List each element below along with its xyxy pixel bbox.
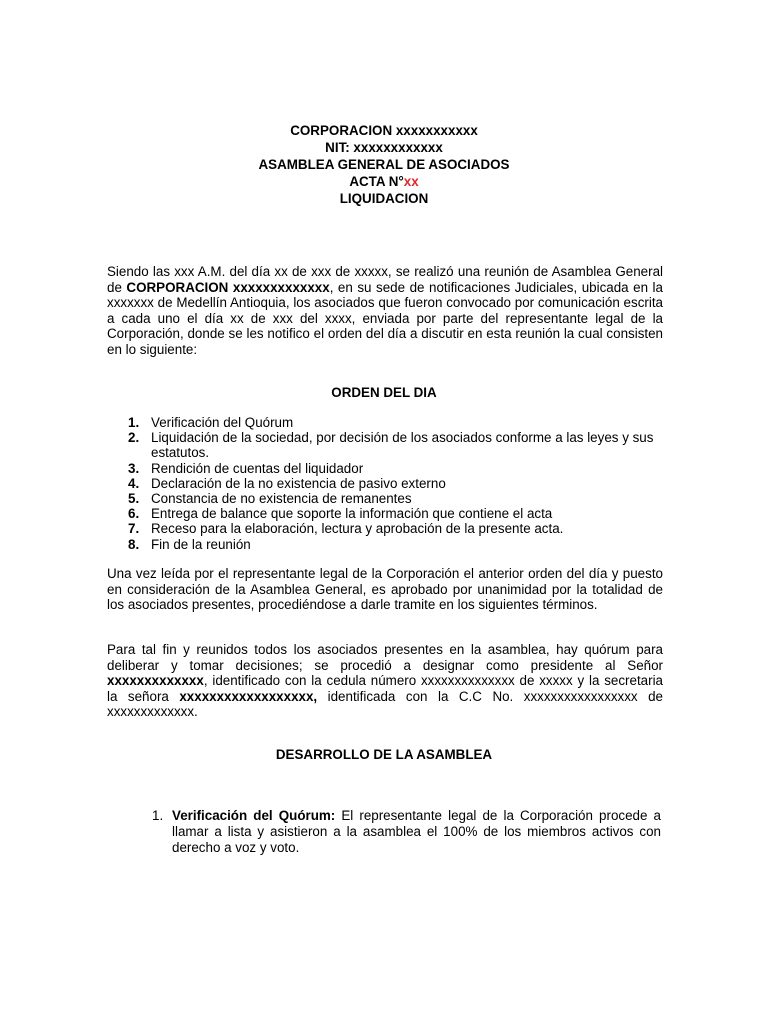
list-item-number: 1. — [128, 415, 140, 430]
list-item-text: Verificación del Quórum — [151, 415, 294, 430]
list-item-number: 4. — [128, 475, 140, 491]
assembly-title: ASAMBLEA GENERAL DE ASOCIADOS — [258, 157, 510, 172]
nit-line: NIT: xxxxxxxxxxxx — [325, 140, 443, 155]
list-item-text: Liquidación de la sociedad, por decisión de los asociados conforme a las leyes y sus estatutos. — [151, 430, 654, 461]
list-item — [120, 491, 660, 506]
liquidation-title: LIQUIDACION — [339, 191, 429, 206]
approval-paragraph: Una vez leída por el representante legal de la Corporación el anterior orden del día y puesto en consideración de la Asamblea General, es aprobado por unanimidad por la totalidad de los asociados presentes, procediéndose a darle tramite en los siguientes términos. — [107, 566, 663, 613]
list-item-number: 7. — [128, 521, 140, 537]
list-item — [120, 415, 660, 430]
quorum-text-2: , identificado con la cedula número xxxxxxxxxxxxxx de xxxxx y la secretaria la señora — [107, 673, 663, 704]
list-item-number: 2. — [128, 430, 140, 446]
acta-number: xx — [403, 174, 419, 189]
president-name-bold: xxxxxxxxxxxxx — [107, 673, 204, 689]
development-item — [152, 808, 661, 856]
list-item-number: 8. — [128, 536, 140, 552]
corporation-title: CORPORACION xxxxxxxxxxx — [290, 123, 478, 138]
list-item-text: Rendición de cuentas del liquidador — [151, 460, 364, 476]
acta-prefix: ACTA N° — [349, 174, 404, 189]
list-item — [120, 476, 660, 491]
list-item — [120, 430, 660, 460]
list-item — [120, 537, 660, 552]
list-item — [120, 506, 660, 521]
document-header — [0, 122, 768, 207]
development-item-text: El representante legal de la Corporación procede a llamar a lista y asistieron a la asamblea el 100% de los miembros activos con derecho a voz y voto. — [172, 808, 661, 855]
list-item-text: Receso para la elaboración, lectura y aprobación de la presente acta. — [151, 521, 564, 537]
quorum-paragraph — [107, 642, 663, 720]
list-item — [120, 521, 660, 536]
quorum-text-1: Para tal fin y reunidos todos los asociados presentes en la asamblea, hay quórum para deliberar y tomar decisiones; se procedió a designar como presidente al Señor — [107, 642, 663, 673]
acta-line — [0, 173, 768, 190]
intro-paragraph — [107, 264, 663, 358]
intro-text-1: Siendo las xxx A.M. del día xx de xxx de xxxxx, se realizó una reunión de Asamblea General de — [107, 264, 663, 295]
list-item-number: 6. — [128, 506, 140, 522]
agenda-title: ORDEN DEL DIA — [331, 385, 437, 400]
development-title: DESARROLLO DE LA ASAMBLEA — [275, 747, 493, 762]
development-item-number: 1. — [152, 808, 164, 823]
list-item-number: 5. — [128, 491, 140, 507]
intro-text-2: , en su sede de notificaciones Judiciales, ubicada en la xxxxxxx de Medellín Antioquia, los asociados que fueron convocado por comunicación escrita a cada uno el día xx de xxx del xxxx, enviada por parte del representante legal de la Corporación, donde se les notifico el orden del día a discutir en esta reunión la cual consisten en lo siguiente: — [107, 279, 663, 357]
list-item-text: Constancia de no existencia de remanentes — [151, 491, 412, 507]
list-item-text: Declaración de la no existencia de pasivo externo — [151, 475, 446, 491]
quorum-text-3: identificada con la C.C No. xxxxxxxxxxxxxxxxx de xxxxxxxxxxxxx. — [107, 688, 663, 720]
secretary-name-bold: xxxxxxxxxxxxxxxxxx, — [179, 688, 318, 704]
list-item-text: Fin de la reunión — [151, 536, 251, 552]
list-item-number: 3. — [128, 460, 140, 476]
development-item-title: Verificación del Quórum: — [172, 808, 336, 823]
agenda-list — [120, 415, 660, 552]
list-item — [120, 461, 660, 476]
development-item-body — [172, 808, 661, 856]
list-item-text: Entrega de balance que soporte la información que contiene el acta — [151, 506, 553, 522]
intro-corporation-bold: CORPORACION xxxxxxxxxxxxx — [126, 279, 330, 295]
